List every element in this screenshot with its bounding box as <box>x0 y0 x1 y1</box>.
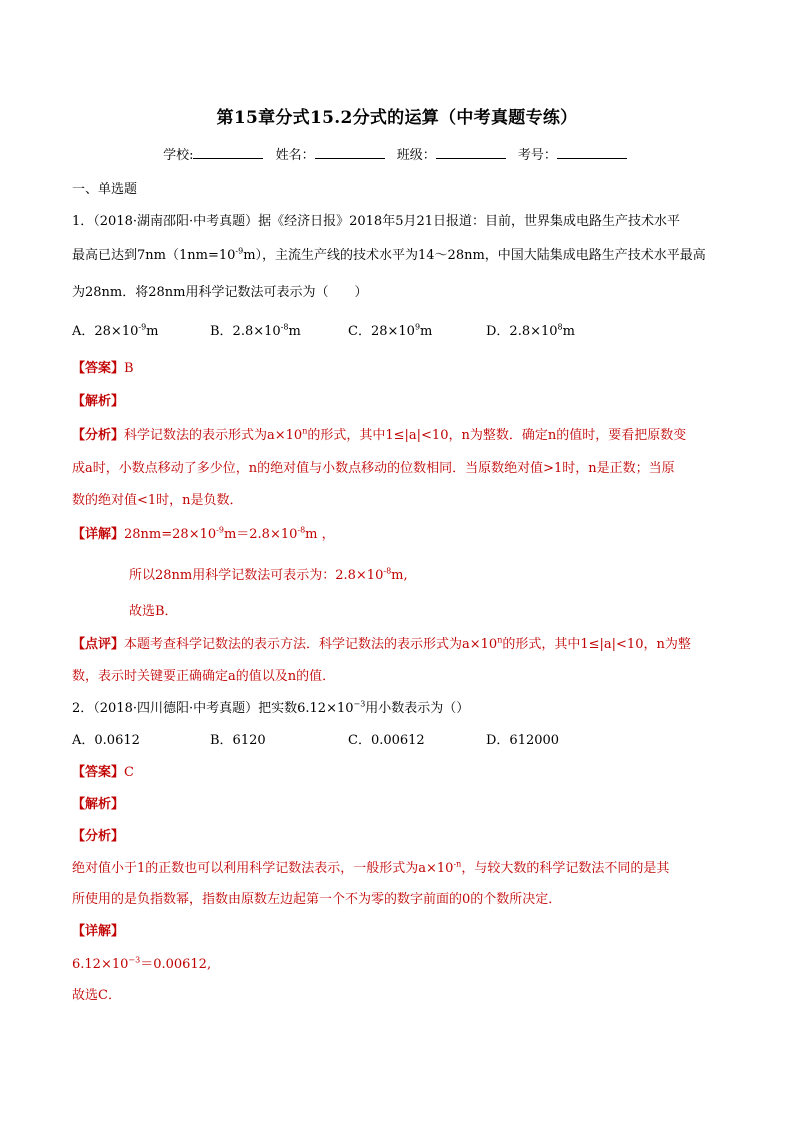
fenxi-text: 科学记数法的表示形式为a×10 <box>124 428 303 443</box>
q2-options <box>72 729 559 748</box>
q1-stem-line-1: 1．（2018·湖南邵阳·中考真题）据《经济日报》2018年5月21日报道：目前，世界集成电路生产技术水平 <box>72 214 681 229</box>
class-label: 班级： <box>396 148 436 163</box>
option-exp: -8 <box>280 322 289 332</box>
answer-value: B <box>124 361 134 376</box>
xj-exp: −3 <box>128 955 141 965</box>
name-label: 姓名： <box>275 148 315 163</box>
xj-exp-2: -8 <box>297 525 306 535</box>
xj-exp: -9 <box>216 525 224 535</box>
page-title: 第15章分式15.2分式的运算（中考真题专练） <box>216 108 578 128</box>
analysis-tag: 【解析】 <box>72 394 125 409</box>
class-blank[interactable] <box>436 146 506 159</box>
exam-number-label: 考号： <box>517 148 557 163</box>
fx-exp: -n <box>453 859 462 869</box>
answer-tag: 【答案】 <box>72 361 125 376</box>
q2-xiangjie-line-2: 故选C． <box>72 988 121 1003</box>
name-blank[interactable] <box>315 146 385 159</box>
q2-answer <box>72 761 134 780</box>
q1-exponent: -9 <box>235 246 244 256</box>
dp-text-cont: 的形式，其中1≤|a|<10，n为整 <box>502 637 691 652</box>
q1-stem-text: 最高已达到7nm（1nm=10 <box>72 248 236 263</box>
option-text: B．2.8×10 <box>210 324 281 339</box>
xiangjie-tag: 【详解】 <box>72 527 125 542</box>
option-text: C．28×10 <box>348 324 415 339</box>
q1-dianping-line-1 <box>72 633 691 652</box>
q2-stem-text-end: 用小数表示为（） <box>365 701 470 716</box>
q2-option-c: C．0.00612 <box>348 733 425 748</box>
q2-exp: −3 <box>353 699 366 709</box>
q1-fenxi-line-1 <box>72 424 686 443</box>
school-label: 学校: <box>163 148 194 163</box>
dp-exp: n <box>497 635 503 645</box>
q2-option-a: A．0.0612 <box>72 733 140 748</box>
option-unit: m <box>288 324 301 339</box>
fx-text-cont: ，与较大数的科学记数法不同的是其 <box>461 861 670 876</box>
q2-stem <box>72 697 469 716</box>
q1-analysis-tag <box>72 390 124 409</box>
q1-dianping-line-2: 数，表示时关键要正确确定a的值以及n的值． <box>72 669 336 684</box>
q2-fenxi-line-1 <box>72 857 669 876</box>
q2-fenxi-line-2: 所使用的是负指数幂，指数由原数左边起第一个不为零的数字前面的0的个数所决定． <box>72 892 562 907</box>
option-exp: 9 <box>414 322 421 332</box>
student-info-row <box>0 144 794 163</box>
class-field <box>397 144 510 163</box>
q1-fenxi-line-2: 成a时，小数点移动了多少位，n的绝对值与小数点移动的位数相同．当原数绝对值>1时，n是正数；当原 <box>72 461 675 476</box>
q1-xiangjie-line-1 <box>72 523 335 542</box>
option-unit: m <box>420 324 433 339</box>
fenxi-exp: n <box>302 426 308 436</box>
q1-stem-line-2 <box>72 244 706 263</box>
section-heading: 一、单选题 <box>72 182 138 197</box>
option-text: D．2.8×10 <box>486 324 558 339</box>
fenxi-tag: 【分析】 <box>72 829 125 844</box>
option-exp: -9 <box>138 322 147 332</box>
q1-xiangjie-line-3: 故选B． <box>129 604 178 619</box>
analysis-tag: 【解析】 <box>72 797 125 812</box>
school-blank[interactable] <box>193 146 263 159</box>
xj2-text: 所以28nm用科学记数法可表示为：2.8×10 <box>129 568 384 583</box>
q2-analysis-tag <box>72 793 124 812</box>
xj2-exp: -8 <box>383 566 392 576</box>
dianping-tag: 【点评】 <box>72 637 125 652</box>
q2-option-d: D．612000 <box>486 733 560 748</box>
exam-number-field <box>518 144 631 163</box>
xj2-text-end: m, <box>391 568 408 583</box>
option-text: A．28×10 <box>72 324 139 339</box>
xj-text-end: ＝0.00612, <box>140 957 212 972</box>
fenxi-text-cont: 的形式，其中1≤|a|<10，n为整数．确定n的值时，要看把原数变 <box>307 428 687 443</box>
q1-option-c <box>348 320 486 339</box>
q1-stem-text-cont: m），主流生产线的技术水平为14～28nm，中国大陆集成电路生产技术水平最高 <box>243 248 706 263</box>
q1-option-d <box>486 320 575 339</box>
q2-option-b: B．6120 <box>210 733 266 748</box>
q1-options <box>72 320 575 339</box>
fenxi-tag: 【分析】 <box>72 428 125 443</box>
xj-text-end: m ， <box>305 527 335 542</box>
name-field <box>276 144 389 163</box>
q2-fenxi-tag <box>72 825 124 844</box>
xj-text: 6.12×10 <box>72 957 129 972</box>
q1-xiangjie-line-2 <box>129 564 408 583</box>
option-unit: m <box>146 324 159 339</box>
q1-stem-line-3: 为28nm．将28nm用科学记数法可表示为（ ） <box>72 285 368 300</box>
q2-stem-text: 2．（2018·四川德阳·中考真题）把实数6.12×10 <box>72 701 354 716</box>
q2-xiangjie-tag <box>72 920 124 939</box>
xiangjie-tag: 【详解】 <box>72 924 125 939</box>
q1-answer <box>72 357 134 376</box>
xj-text-cont: m＝2.8×10 <box>223 527 298 542</box>
answer-tag: 【答案】 <box>72 765 125 780</box>
answer-value: C <box>124 765 134 780</box>
q1-option-b <box>210 320 348 339</box>
xj-text: 28nm=28×10 <box>124 527 217 542</box>
school-field <box>163 144 267 163</box>
fx-text: 绝对值小于1的正数也可以利用科学记数法表示，一般形式为a×10 <box>72 861 454 876</box>
q1-fenxi-line-3: 数的绝对值<1时，n是负数． <box>72 493 243 508</box>
exam-number-blank[interactable] <box>557 146 627 159</box>
dp-text: 本题考查科学记数法的表示方法．科学记数法的表示形式为a×10 <box>124 637 498 652</box>
option-unit: m <box>562 324 575 339</box>
q1-option-a <box>72 320 210 339</box>
option-exp: 8 <box>557 322 563 332</box>
q2-xiangjie-line-1 <box>72 953 211 972</box>
